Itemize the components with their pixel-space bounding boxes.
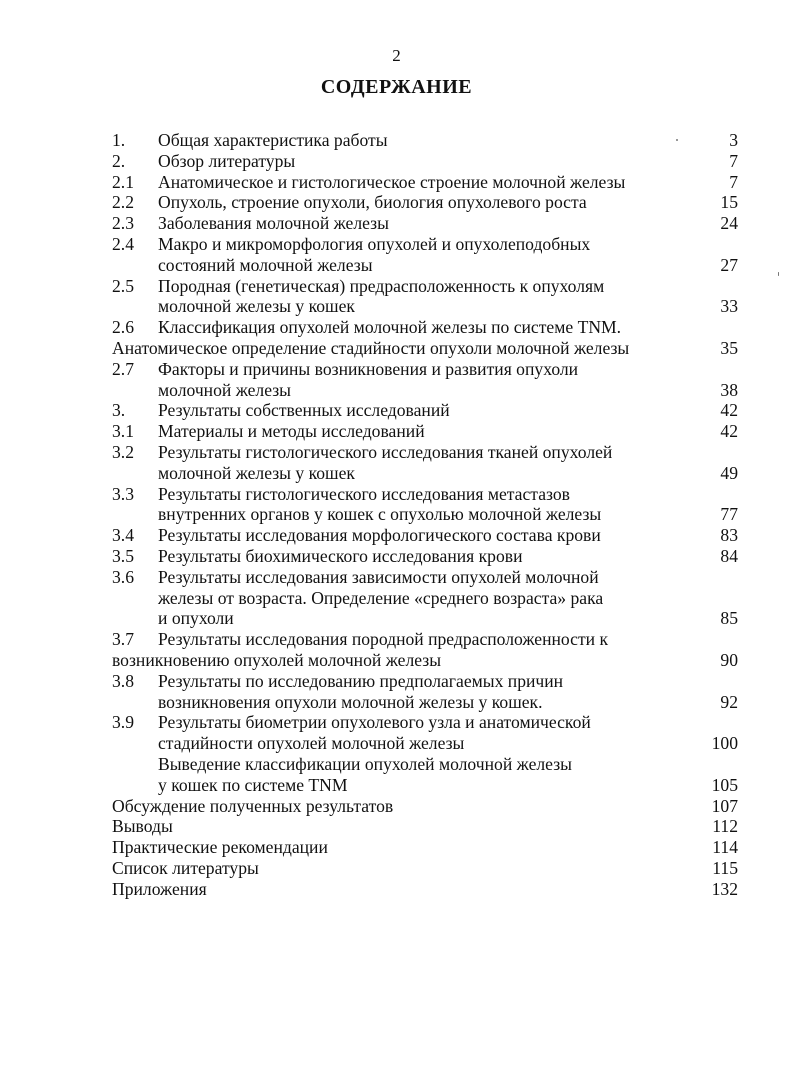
toc-entry-title bbox=[158, 151, 742, 172]
toc-entry bbox=[112, 712, 742, 754]
toc-entry-title-line: Факторы и причины возникновения и развития опухоли bbox=[158, 358, 579, 379]
toc-entry-title bbox=[112, 858, 742, 879]
toc-entry-number: 3.7 bbox=[112, 629, 134, 650]
toc-entry-number: 3.4 bbox=[112, 525, 134, 546]
page-title: СОДЕРЖАНИЕ bbox=[320, 76, 473, 98]
toc-entry-title bbox=[112, 837, 742, 858]
toc-entry bbox=[112, 837, 742, 858]
toc-entry-title bbox=[158, 172, 742, 193]
toc-entry bbox=[112, 816, 742, 837]
toc-entry-title-line: молочной железы bbox=[158, 379, 292, 400]
toc-entry-title bbox=[112, 796, 742, 817]
toc-entry bbox=[112, 567, 742, 629]
toc-entry-title-line: Результаты по исследованию предполагаемых причин bbox=[158, 670, 564, 691]
toc-entry-title-line: Результаты гистологического исследования тканей опухолей bbox=[158, 441, 613, 462]
toc-entry bbox=[112, 317, 742, 359]
toc-entry-title-line: Общая характеристика работы bbox=[158, 130, 388, 150]
toc-entry-title bbox=[158, 400, 742, 421]
toc-entry-number: 3. bbox=[112, 400, 126, 421]
toc-entry-page: 92 bbox=[720, 691, 738, 712]
toc-entry-number: 3.3 bbox=[112, 483, 134, 504]
toc-entry-title-line: Обзор литературы bbox=[158, 150, 296, 171]
toc-entry-page: 3 bbox=[729, 130, 738, 150]
toc-entry-number: 2. bbox=[112, 150, 126, 171]
toc-entry bbox=[112, 213, 742, 234]
toc-entry-number: 1. bbox=[112, 130, 126, 150]
toc-entry-number: 2.5 bbox=[112, 275, 134, 296]
toc-entry-title bbox=[158, 754, 742, 796]
toc-entry-title bbox=[158, 276, 742, 318]
toc-entry-title-line: Результаты собственных исследований bbox=[158, 400, 450, 421]
toc-entry-title bbox=[158, 359, 742, 401]
toc-entry-page: 100 bbox=[711, 733, 738, 754]
toc-entry-page: 15 bbox=[720, 192, 738, 213]
table-of-contents bbox=[112, 130, 742, 899]
toc-entry bbox=[112, 192, 742, 213]
toc-entry-page: 83 bbox=[720, 525, 738, 546]
toc-entry-title-line: Заболевания молочной железы bbox=[158, 213, 389, 234]
toc-entry bbox=[112, 442, 742, 484]
toc-entry-title-line: молочной железы у кошек bbox=[158, 296, 355, 317]
toc-entry-page: 107 bbox=[711, 795, 738, 816]
toc-entry-page: 33 bbox=[720, 296, 738, 317]
toc-entry-title bbox=[158, 442, 742, 484]
toc-entry-title-line: молочной железы у кошек bbox=[158, 462, 355, 483]
toc-entry-title-line: Анатомическое определение стадийности опухоли молочной железы bbox=[112, 337, 630, 358]
toc-entry-title-line: Макро и микроморфология опухолей и опухолеподобных bbox=[158, 233, 591, 254]
toc-entry bbox=[112, 151, 742, 172]
toc-entry-page: 24 bbox=[720, 213, 738, 234]
toc-entry-page: 132 bbox=[711, 878, 738, 899]
toc-entry-title-line: Выведение классификации опухолей молочной железы bbox=[158, 753, 572, 774]
toc-entry bbox=[112, 525, 742, 546]
toc-entry-title bbox=[112, 879, 742, 900]
toc-entry-title-line: внутренних органов у кошек с опухолью молочной железы bbox=[158, 504, 602, 525]
toc-entry-title-line: возникновению опухолей молочной железы bbox=[112, 649, 442, 670]
toc-entry-title-line: возникновения опухоли молочной железы у кошек. bbox=[158, 691, 543, 712]
toc-entry-page: 42 bbox=[720, 421, 738, 442]
toc-entry bbox=[112, 754, 742, 796]
toc-entry-title-line: Практические рекомендации bbox=[112, 837, 328, 858]
toc-entry-page: 49 bbox=[720, 462, 738, 483]
toc-entry bbox=[112, 276, 742, 318]
toc-entry-page: 27 bbox=[720, 254, 738, 275]
toc-entry-number: 2.4 bbox=[112, 233, 134, 254]
toc-entry-title-line: Список литературы bbox=[112, 857, 259, 878]
toc-entry-page: 90 bbox=[720, 649, 738, 670]
toc-entry-number: 3.5 bbox=[112, 545, 134, 566]
toc-entry-title bbox=[112, 816, 742, 837]
toc-entry-title-line: Результаты исследования породной предрасположенности к bbox=[158, 629, 609, 650]
toc-entry bbox=[112, 234, 742, 276]
toc-entry bbox=[112, 130, 742, 151]
toc-entry bbox=[112, 858, 742, 879]
toc-entry-page: 114 bbox=[712, 837, 738, 858]
scan-speck bbox=[778, 272, 779, 276]
toc-entry bbox=[112, 879, 742, 900]
toc-entry-title-line: Результаты гистологического исследования метастазов bbox=[158, 483, 570, 504]
toc-entry-title bbox=[158, 712, 742, 754]
scan-speck bbox=[676, 139, 678, 141]
toc-entry bbox=[112, 484, 742, 526]
toc-entry-page: 7 bbox=[729, 150, 738, 171]
toc-entry-title bbox=[158, 546, 742, 567]
toc-entry-title bbox=[158, 671, 742, 713]
toc-entry-title bbox=[158, 234, 742, 276]
toc-entry-page: 77 bbox=[720, 504, 738, 525]
toc-entry-title bbox=[158, 421, 742, 442]
toc-entry-number: 3.9 bbox=[112, 712, 134, 733]
toc-entry-number: 2.3 bbox=[112, 213, 134, 234]
toc-entry bbox=[112, 796, 742, 817]
toc-entry-title-line: Классификация опухолей молочной железы по системе TNM. bbox=[158, 317, 622, 338]
toc-entry bbox=[112, 400, 742, 421]
toc-entry-page: 115 bbox=[712, 857, 738, 878]
toc-entry-title-line: Породная (генетическая) предрасположенность к опухолям bbox=[158, 275, 605, 296]
toc-entry-title-line: Выводы bbox=[112, 816, 173, 837]
toc-entry-title-line: железы от возраста. Определение «среднего возраста» рака bbox=[158, 587, 604, 608]
toc-entry-page: 38 bbox=[720, 379, 738, 400]
toc-entry bbox=[112, 172, 742, 193]
toc-entry-number: 2.7 bbox=[112, 358, 134, 379]
toc-entry-number: 2.6 bbox=[112, 317, 134, 338]
toc-entry-page: 85 bbox=[720, 608, 738, 629]
toc-entry-number: 3.2 bbox=[112, 441, 134, 462]
toc-entry bbox=[112, 671, 742, 713]
toc-entry-title bbox=[158, 130, 742, 151]
page-number: 2 bbox=[392, 46, 401, 65]
toc-entry-page: 112 bbox=[712, 816, 738, 837]
toc-entry-title-line: Материалы и методы исследований bbox=[158, 421, 425, 442]
toc-entry-number: 3.8 bbox=[112, 670, 134, 691]
toc-entry-page: 42 bbox=[720, 400, 738, 421]
toc-entry-title-line: и опухоли bbox=[158, 608, 234, 629]
toc-entry-title-line: Приложения bbox=[112, 878, 207, 899]
toc-entry-title-line: Результаты исследования зависимости опухолей молочной bbox=[158, 566, 599, 587]
toc-entry-title-line: Результаты биометрии опухолевого узла и анатомической bbox=[158, 712, 591, 733]
toc-entry-number: 2.1 bbox=[112, 171, 134, 192]
toc-entry-number: 3.1 bbox=[112, 421, 134, 442]
toc-entry bbox=[112, 546, 742, 567]
toc-entry-page: 105 bbox=[711, 774, 738, 795]
toc-entry-title-line: состояний молочной железы bbox=[158, 254, 373, 275]
toc-entry-title bbox=[158, 525, 742, 546]
toc-entry-number: 2.2 bbox=[112, 192, 134, 213]
toc-entry-title-line: Результаты исследования морфологического состава крови bbox=[158, 525, 601, 546]
toc-entry-title-line: Опухоль, строение опухоли, биология опухолевого роста bbox=[158, 192, 587, 213]
toc-entry-title bbox=[158, 192, 742, 213]
toc-entry-page: 7 bbox=[729, 171, 738, 192]
toc-entry-title-line: Результаты биохимического исследования крови bbox=[158, 545, 523, 566]
toc-entry-title-line: Обсуждение полученных результатов bbox=[112, 795, 394, 816]
toc-entry-title-line: стадийности опухолей молочной железы bbox=[158, 733, 465, 754]
toc-entry-title-line: Анатомическое и гистологическое строение молочной железы bbox=[158, 171, 626, 192]
toc-entry-title bbox=[158, 213, 742, 234]
toc-entry-title-line: у кошек по системе TNM bbox=[158, 774, 348, 795]
toc-entry bbox=[112, 629, 742, 671]
toc-entry-page: 84 bbox=[720, 545, 738, 566]
toc-entry bbox=[112, 421, 742, 442]
toc-entry-title bbox=[158, 484, 742, 526]
toc-entry-title bbox=[158, 567, 742, 629]
toc-entry-page: 35 bbox=[720, 337, 738, 358]
toc-entry bbox=[112, 359, 742, 401]
toc-entry-number: 3.6 bbox=[112, 566, 134, 587]
